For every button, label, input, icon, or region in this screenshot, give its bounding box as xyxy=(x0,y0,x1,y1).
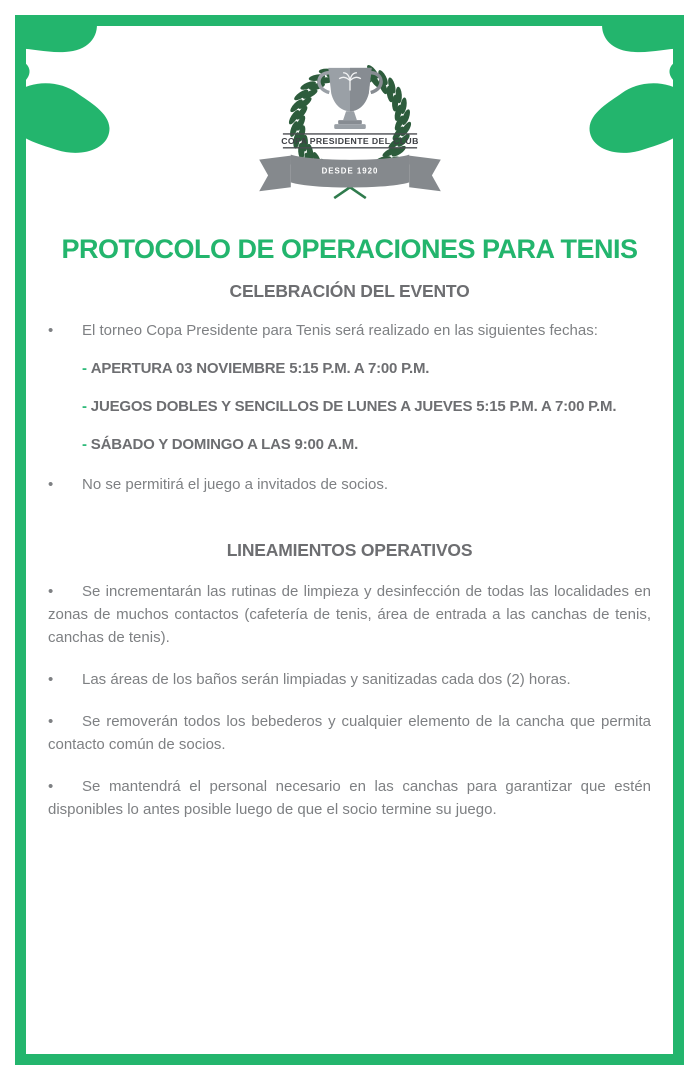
guideline-text: Se mantendrá el personal necesario en las canchas para garantizar que estén disponibles lo antes posible luego de que el socio termine su juego. xyxy=(48,778,651,818)
page-title: PROTOCOLO DE OPERACIONES PARA TENIS xyxy=(61,234,638,264)
dash-icon: - xyxy=(82,360,87,377)
list-item-intro xyxy=(48,319,651,342)
guideline-text: Se incrementarán las rutinas de limpieza y desinfección de todas las localidades en zonas de muchos contactos (cafetería de tenis, área de entrada a las canchas de tenis, canchas de tenis). xyxy=(48,583,651,646)
guideline-text: Las áreas de los baños serán limpiadas y sanitizadas cada dos (2) horas. xyxy=(82,671,571,688)
ribbon-text: DESDE 1920 xyxy=(321,166,378,176)
bullet-icon: • xyxy=(48,583,54,600)
schedule-text: APERTURA 03 NOVIEMBRE 5:15 P.M. A 7:00 P.M. xyxy=(90,360,430,377)
schedule-item-sabado xyxy=(82,433,651,456)
section-heading-celebracion: CELEBRACIÓN DEL EVENTO xyxy=(229,281,470,301)
dash-icon: - xyxy=(82,398,87,415)
guideline-item-bebederos xyxy=(48,710,651,756)
bullet-icon: • xyxy=(48,713,54,730)
bullet-icon: • xyxy=(48,322,54,339)
crest-title-banner xyxy=(281,134,418,148)
section-heading-lineamientos: LINEAMIENTOS OPERATIVOS xyxy=(226,540,473,560)
intro-text: El torneo Copa Presidente para Tenis será realizado en las siguientes fechas: xyxy=(82,322,598,339)
document-content xyxy=(0,56,699,821)
list-item-note xyxy=(48,473,651,496)
dash-icon: - xyxy=(82,436,87,453)
ribbon-banner xyxy=(259,155,441,192)
guideline-text: Se removerán todos los bebederos y cualquier elemento de la cancha que permita contacto común de socios. xyxy=(48,713,651,753)
guideline-item-limpieza xyxy=(48,580,651,649)
schedule-item-apertura xyxy=(82,357,651,380)
club-crest-logo xyxy=(48,56,651,206)
bullet-icon: • xyxy=(48,778,54,795)
note-text: No se permitirá el juego a invitados de socios. xyxy=(82,476,388,493)
crest-svg xyxy=(251,56,449,206)
guideline-item-personal xyxy=(48,775,651,821)
schedule-item-juegos xyxy=(82,395,651,418)
bullet-icon: • xyxy=(48,476,54,493)
crest-title-text: COPA PRESIDENTE DEL CLUB xyxy=(280,135,419,146)
bullet-icon: • xyxy=(48,671,54,688)
guideline-item-banos xyxy=(48,668,651,691)
schedule-text: SÁBADO Y DOMINGO A LAS 9:00 A.M. xyxy=(90,436,359,453)
schedule-text: JUEGOS DOBLES Y SENCILLOS DE LUNES A JUEVES 5:15 P.M. A 7:00 P.M. xyxy=(90,398,617,415)
